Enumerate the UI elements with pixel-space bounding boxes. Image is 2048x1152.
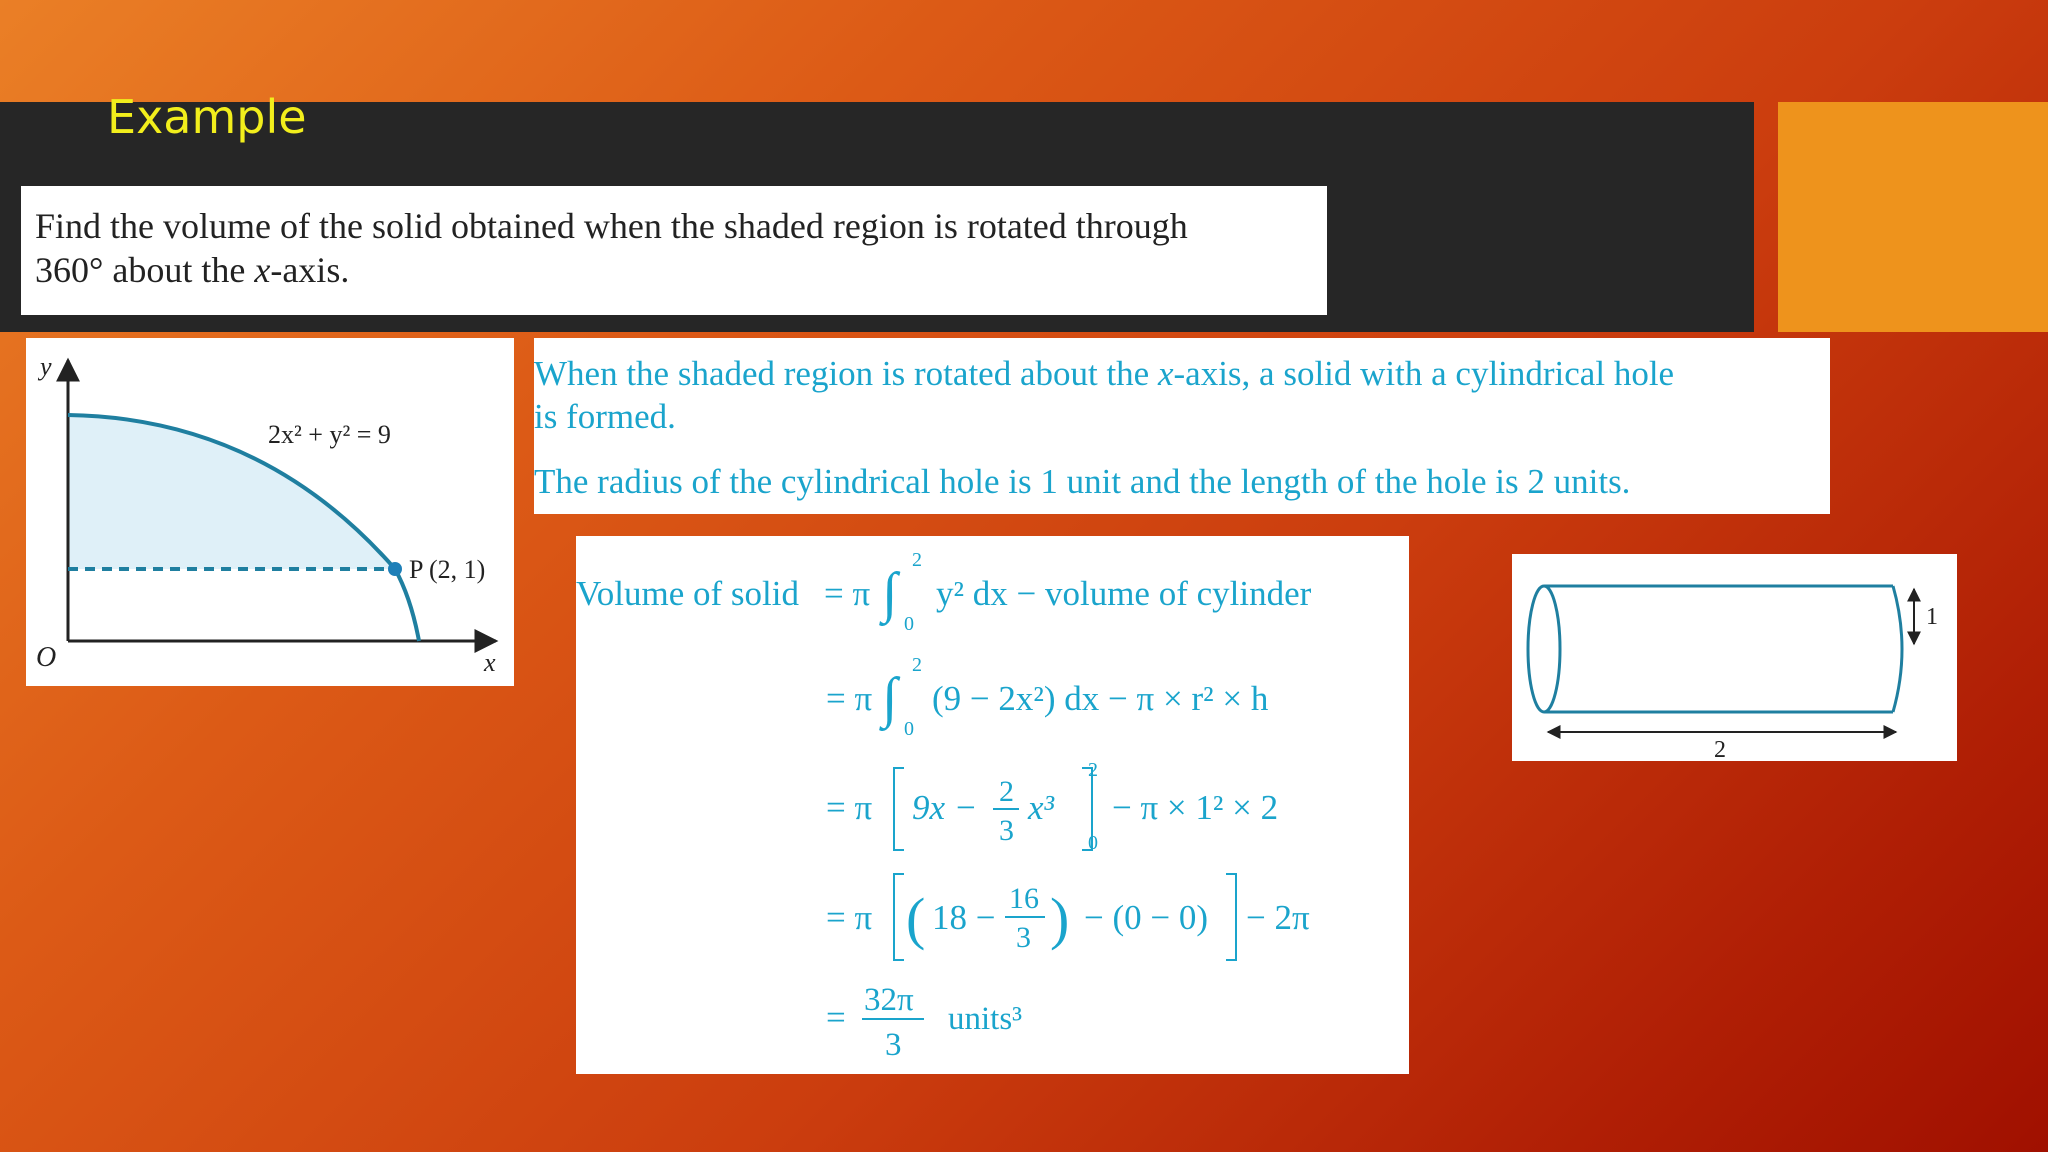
term-zero: − (0 − 0) xyxy=(1084,898,1209,937)
y-axis-label: y xyxy=(40,352,52,381)
accent-block xyxy=(1778,102,2048,332)
result-unit: units³ xyxy=(948,1001,1023,1037)
result-numerator: 32π xyxy=(864,982,914,1018)
cylinder-svg xyxy=(1512,554,1957,761)
lower-limit-3: 0 xyxy=(1088,832,1098,854)
point-label: P (2, 1) xyxy=(409,555,486,584)
question-box xyxy=(21,186,1327,315)
frac-num-16: 16 xyxy=(1009,882,1039,915)
working-eq-1: = π xyxy=(824,574,871,613)
point-p xyxy=(388,562,402,576)
working-line-1-lhs: Volume of solid xyxy=(576,574,799,613)
lower-limit-2: 0 xyxy=(904,718,914,740)
graph-figure xyxy=(26,338,514,686)
working-svg xyxy=(576,536,1409,1074)
lower-limit-1: 0 xyxy=(904,613,914,635)
origin-label: O xyxy=(36,642,57,673)
explanation-para-1: When the shaded region is rotated about the x-axis, a solid with a cylindrical hole is formed. xyxy=(534,354,1675,436)
slide-title: Example xyxy=(107,90,307,144)
term-18: 18 − xyxy=(932,898,996,937)
explanation-box xyxy=(534,338,1830,514)
working-eq-5: = xyxy=(826,998,846,1037)
upper-limit-3: 2 xyxy=(1088,759,1098,781)
integral-sign-1: ∫ xyxy=(882,562,898,624)
explanation-para-2: The radius of the cylindrical hole is 1 unit and the length of the hole is 2 units. xyxy=(534,462,1631,501)
bracket-open-4 xyxy=(894,874,904,960)
cylinder-left-end xyxy=(1528,586,1560,712)
question-line-2: 360° about the x-axis. xyxy=(35,250,350,290)
frac-num-2: 2 xyxy=(999,775,1014,808)
upper-limit-1: 2 xyxy=(912,549,922,571)
working-line-4-tail: − 2π xyxy=(1246,898,1310,937)
term-9x: 9x − xyxy=(912,788,978,827)
working-line-1-tail: y² dx − volume of cylinder xyxy=(936,574,1312,613)
paren-open-4: ( xyxy=(906,886,926,951)
cylinder-right-end xyxy=(1893,586,1902,712)
radius-label: 1 xyxy=(1926,604,1938,630)
working-box xyxy=(576,536,1409,1074)
working-eq-4: = π xyxy=(826,898,873,937)
frac-den-3b: 3 xyxy=(1016,921,1031,954)
length-label: 2 xyxy=(1714,737,1726,761)
working-line-3-tail: − π × 1² × 2 xyxy=(1112,788,1279,827)
question-line-1: Find the volume of the solid obtained when the shaded region is rotated through xyxy=(35,206,1188,246)
x-axis-label: x xyxy=(484,648,496,677)
integral-sign-2: ∫ xyxy=(882,667,898,729)
working-eq-2: = π xyxy=(826,679,873,718)
curve-equation: 2x² + y² = 9 xyxy=(268,420,391,449)
working-line-2-tail: (9 − 2x²) dx − π × r² × h xyxy=(932,679,1269,718)
result-denominator: 3 xyxy=(885,1027,902,1063)
graph-svg xyxy=(26,338,514,686)
cylinder-figure xyxy=(1512,554,1957,761)
upper-limit-2: 2 xyxy=(912,654,922,676)
term-x3: x³ xyxy=(1028,788,1055,827)
bracket-close-4 xyxy=(1226,874,1236,960)
paren-close-4: ) xyxy=(1050,886,1070,951)
bracket-open-3 xyxy=(894,768,904,850)
frac-den-3: 3 xyxy=(999,814,1014,847)
working-eq-3: = π xyxy=(826,788,873,827)
